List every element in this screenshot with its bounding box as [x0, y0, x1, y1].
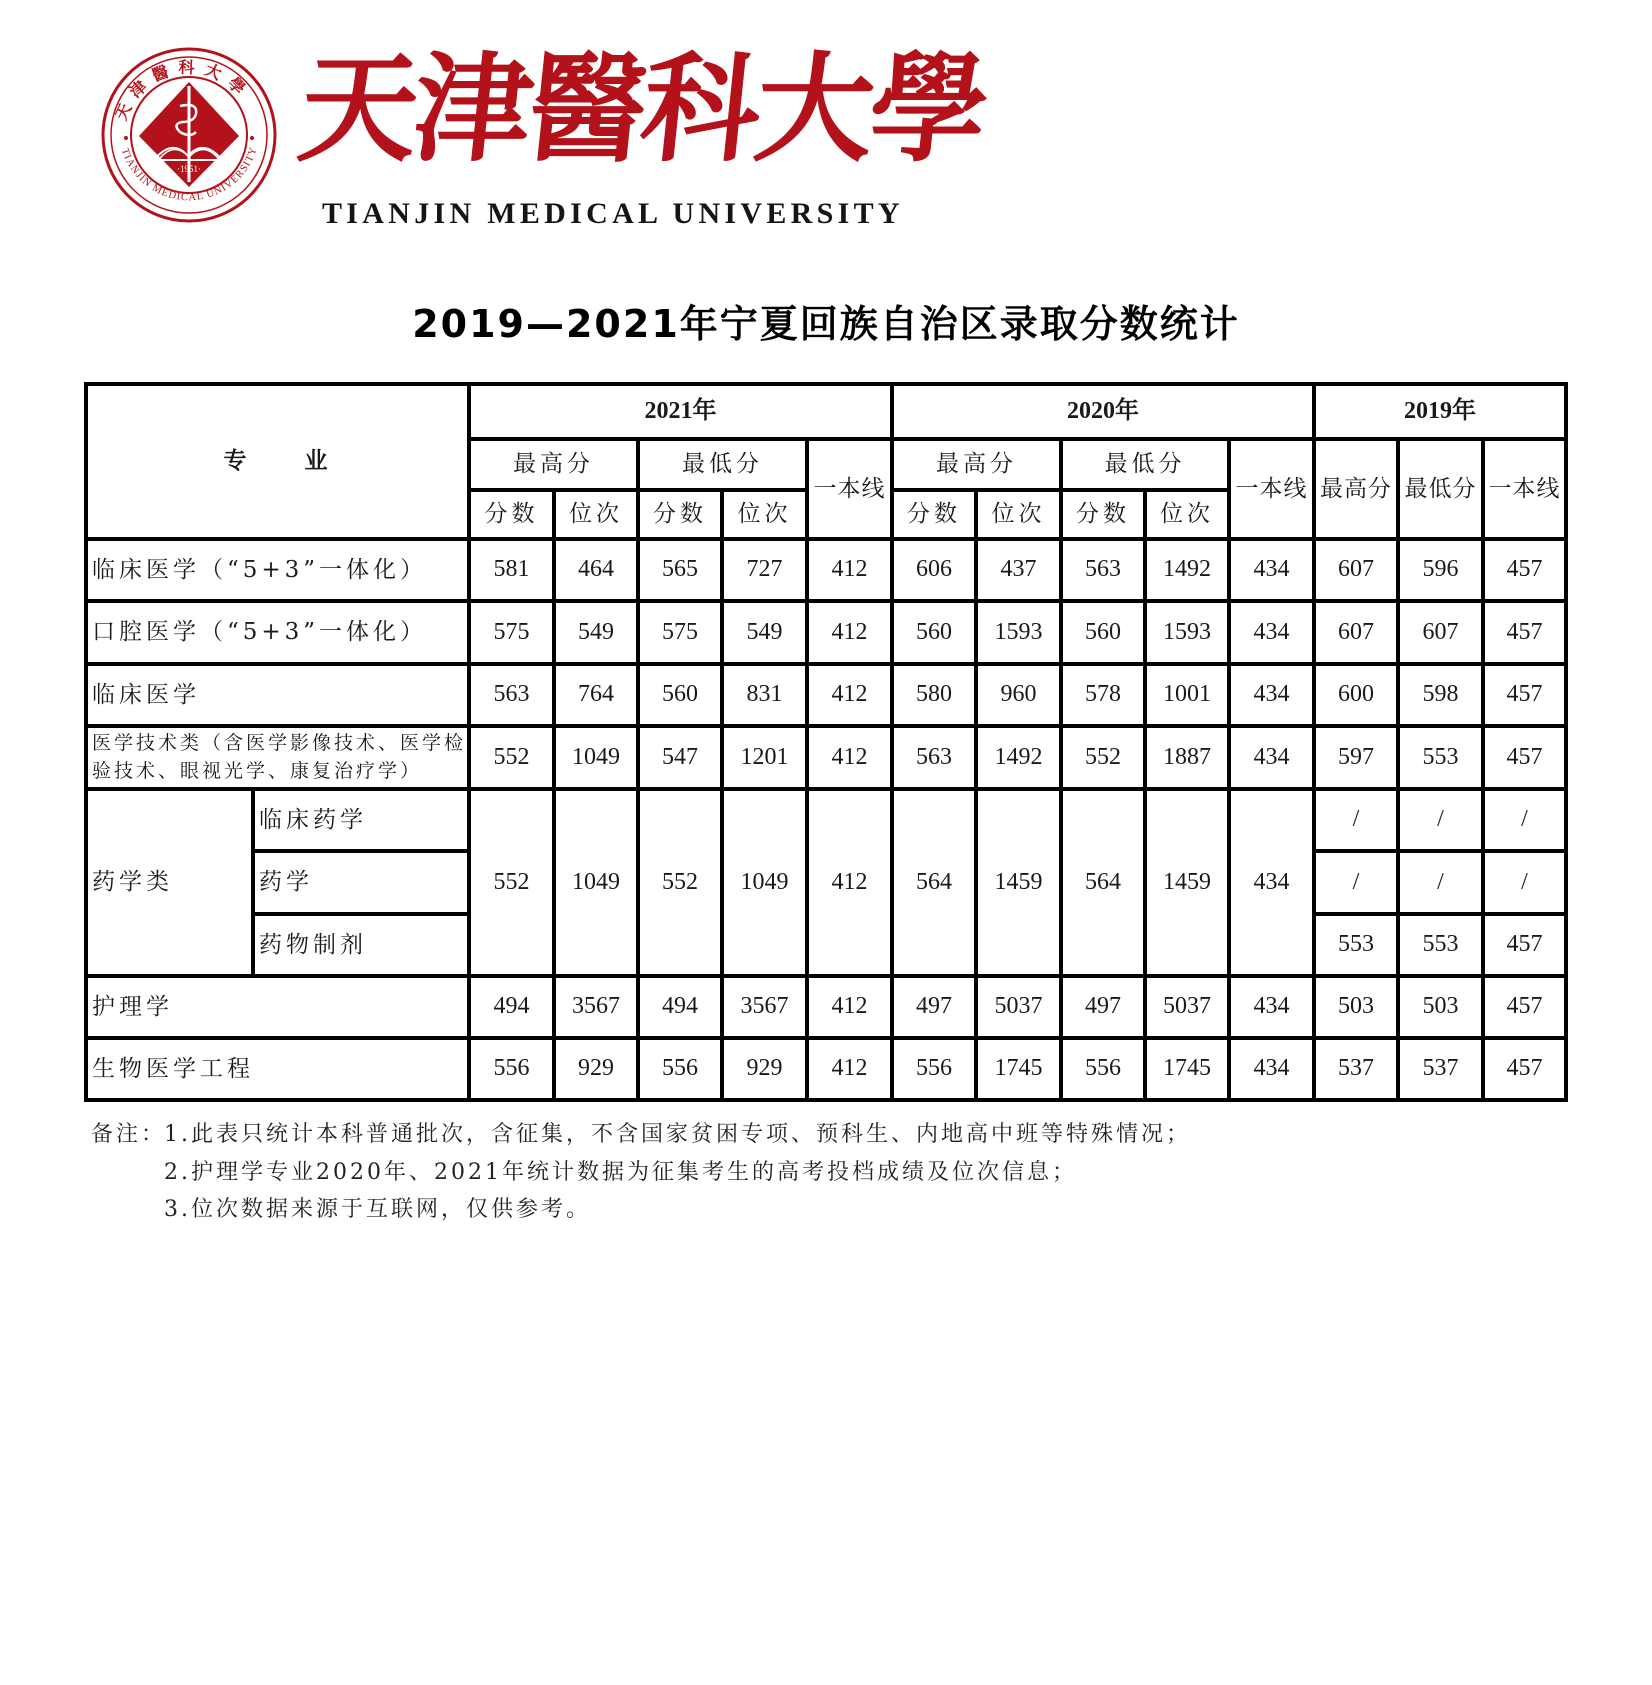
- cell-2021: 1049: [572, 743, 620, 770]
- header-2021-line: 一本线: [813, 475, 886, 502]
- cell-2021: 581: [493, 556, 530, 583]
- header-2021-max-rank: 位次: [569, 501, 623, 528]
- cell-2021: 1201: [740, 743, 789, 770]
- cell-2019: /: [1352, 868, 1360, 895]
- cell-2020: 564: [1085, 868, 1121, 895]
- row-major: 生物医学工程: [92, 1055, 254, 1082]
- cell-2020: 580: [916, 681, 952, 708]
- cell-2020: 434: [1253, 618, 1290, 645]
- cell-2019: 607: [1338, 618, 1374, 645]
- cell-2021: 494: [493, 993, 530, 1020]
- header-2019-line: 一本线: [1488, 475, 1561, 502]
- cell-2019: 537: [1338, 1055, 1374, 1082]
- table-border: [720, 488, 724, 1102]
- row-major: 口腔医学（“5+3”一体化）: [92, 619, 428, 646]
- cell-2019: 607: [1422, 618, 1459, 645]
- header-2020-max: 最高分: [936, 451, 1017, 478]
- row-sub-major: 药学: [259, 869, 313, 896]
- cell-2020: 556: [916, 1055, 952, 1082]
- table-border: [84, 662, 1568, 666]
- cell-2019: /: [1437, 806, 1444, 833]
- cell-2020: 5037: [994, 993, 1043, 1020]
- cell-2019: 553: [1338, 931, 1374, 958]
- university-name-cn: 天津醫科大學: [292, 39, 992, 178]
- row-major: 临床医学（“5+3”一体化）: [92, 556, 428, 583]
- table-border: [84, 537, 1568, 541]
- cell-2019: 503: [1422, 993, 1459, 1020]
- cell-2020: 434: [1253, 681, 1290, 708]
- cell-2020: 960: [1000, 681, 1037, 708]
- cell-2020: 5037: [1163, 993, 1211, 1020]
- cell-2019: 607: [1338, 556, 1374, 583]
- cell-2021: 3567: [740, 993, 789, 1020]
- cell-2020: 564: [916, 868, 952, 895]
- row-sub-major: 药物制剂: [259, 931, 367, 958]
- cell-2021: 547: [662, 743, 698, 770]
- header-2020-line: 一本线: [1235, 475, 1308, 502]
- cell-2019: /: [1521, 806, 1528, 833]
- table-border: [251, 912, 471, 916]
- cell-2019: 553: [1422, 743, 1459, 770]
- note-item-2: 2.护理学专业2020年、2021年统计数据为征集考生的高考投档成绩及位次信息；: [164, 1160, 1077, 1185]
- svg-text:TIANJIN MEDICAL UNIVERSITY: TIANJIN MEDICAL UNIVERSITY: [118, 145, 260, 204]
- cell-2021: 412: [831, 868, 868, 895]
- header-2021-min-score: 分数: [653, 501, 707, 528]
- cell-2020: 1001: [1163, 681, 1211, 708]
- cell-2021: 575: [662, 618, 698, 645]
- table-border: [1564, 382, 1568, 1102]
- cell-2021: 3567: [572, 993, 620, 1020]
- header-2019-min: 最低分: [1404, 475, 1477, 502]
- cell-2019: 457: [1506, 993, 1543, 1020]
- table-border: [1481, 437, 1485, 1102]
- cell-2019: 600: [1338, 681, 1374, 708]
- table-border: [1059, 437, 1063, 1102]
- table-border: [84, 787, 1568, 791]
- note-item-3: 3.位次数据来源于互联网，仅供参考。: [164, 1197, 591, 1222]
- cell-2021: 552: [493, 868, 530, 895]
- cell-2019: 457: [1506, 931, 1543, 958]
- header-2021-min: 最低分: [682, 451, 763, 478]
- table-border: [467, 382, 471, 1102]
- cell-2021: 412: [831, 556, 868, 583]
- table-border: [1396, 437, 1400, 1102]
- cell-2021: 412: [831, 993, 868, 1020]
- cell-2019: 457: [1506, 556, 1543, 583]
- cell-2020: 1745: [994, 1055, 1043, 1082]
- header-2019-max: 最高分: [1320, 475, 1392, 502]
- cell-2021: 727: [746, 556, 783, 583]
- cell-2020: 434: [1253, 743, 1290, 770]
- header-year-2021: 2021年: [644, 397, 717, 424]
- cell-2019: 457: [1506, 618, 1543, 645]
- table-border: [805, 437, 809, 1102]
- cell-2019: 553: [1422, 931, 1459, 958]
- row-sub-major: 临床药学: [259, 806, 367, 833]
- cell-2020: 1593: [994, 618, 1043, 645]
- table-border: [84, 382, 1568, 386]
- notes-label: 备注：: [91, 1122, 167, 1147]
- cell-2020: 1745: [1163, 1055, 1211, 1082]
- header-2020-min-score: 分数: [1076, 501, 1130, 528]
- cell-2021: 464: [578, 556, 614, 583]
- cell-2021: 549: [746, 618, 783, 645]
- cell-2019: 457: [1506, 743, 1543, 770]
- cell-2021: 575: [493, 618, 530, 645]
- cell-2020: 497: [1085, 993, 1121, 1020]
- table-border: [84, 974, 1568, 978]
- cell-2020: 437: [1000, 556, 1037, 583]
- cell-2021: 831: [746, 681, 783, 708]
- cell-2019: 596: [1422, 556, 1459, 583]
- note-item-1: 1.此表只统计本科普通批次，含征集，不含国家贫困专项、预科生、内地高中班等特殊情况；: [164, 1122, 1191, 1147]
- cell-2021: 764: [578, 681, 614, 708]
- table-border: [84, 382, 88, 1102]
- row-major: 临床医学: [92, 681, 200, 708]
- row-major: 护理学: [92, 993, 173, 1020]
- table-border: [636, 437, 640, 1102]
- cell-2019: 598: [1422, 681, 1459, 708]
- header-2021-min-rank: 位次: [737, 501, 792, 528]
- header-2020-max-score: 分数: [907, 501, 961, 528]
- cell-2020: 434: [1253, 556, 1290, 583]
- cell-2020: 563: [916, 743, 952, 770]
- cell-2019: /: [1521, 868, 1528, 895]
- cell-2020: 434: [1253, 993, 1290, 1020]
- table-border: [1312, 849, 1568, 853]
- cell-2020: 560: [916, 618, 952, 645]
- cell-2020: 606: [916, 556, 952, 583]
- cell-2020: 434: [1253, 868, 1290, 895]
- table-border: [467, 437, 1568, 441]
- cell-2021: 552: [662, 868, 698, 895]
- table-border: [84, 724, 1568, 728]
- cell-2021: 412: [831, 1055, 868, 1082]
- university-name-en: TIANJIN MEDICAL UNIVERSITY: [322, 197, 904, 230]
- cell-2020: 578: [1085, 681, 1121, 708]
- table-border: [251, 787, 255, 978]
- table-border: [1312, 912, 1568, 916]
- cell-2021: 412: [831, 618, 868, 645]
- cell-2021: 412: [831, 681, 868, 708]
- cell-2021: 929: [578, 1055, 614, 1082]
- table-border: [552, 488, 556, 1102]
- cell-2020: 560: [1085, 618, 1121, 645]
- row-major-line: 验技术、眼视光学、康复治疗学）: [92, 759, 423, 782]
- header-2021-max-score: 分数: [484, 501, 539, 528]
- row-major: [86, 726, 469, 789]
- row-major-line: 医学技术类（含医学影像技术、医学检: [92, 731, 467, 754]
- cell-2021: 565: [662, 556, 698, 583]
- table-border: [84, 1098, 1568, 1102]
- table-border: [1312, 382, 1316, 1102]
- cell-2020: 552: [1085, 743, 1121, 770]
- cell-2021: 929: [746, 1055, 783, 1082]
- cell-2020: 497: [916, 993, 952, 1020]
- table-border: [251, 849, 471, 853]
- admission-score-table: [86, 384, 1566, 1100]
- cell-2021: 560: [662, 681, 698, 708]
- cell-2020: 1492: [994, 743, 1043, 770]
- cell-2020: 1459: [1163, 868, 1211, 895]
- cell-2020: 1492: [1163, 556, 1211, 583]
- table-border: [1227, 437, 1231, 1102]
- svg-text:·1951·: ·1951·: [177, 164, 201, 174]
- cell-2020: 556: [1085, 1055, 1121, 1082]
- header-2020-max-rank: 位次: [991, 501, 1046, 528]
- header-2021-max: 最高分: [513, 451, 594, 478]
- header-year-2020: 2020年: [1067, 397, 1139, 424]
- cell-2021: 552: [493, 743, 530, 770]
- header-2020-min: 最低分: [1104, 451, 1186, 478]
- table-border: [890, 382, 894, 1102]
- table-border: [84, 1036, 1568, 1040]
- cell-2020: 434: [1253, 1055, 1290, 1082]
- header-year-2019: 2019年: [1404, 397, 1476, 424]
- svg-text:天津醫科大學: 天津醫科大學: [111, 57, 256, 124]
- table-border: [1143, 488, 1147, 1102]
- cell-2021: 556: [662, 1055, 698, 1082]
- cell-2021: 494: [662, 993, 698, 1020]
- cell-2019: 457: [1506, 1055, 1543, 1082]
- cell-2020: 1887: [1163, 743, 1211, 770]
- table-border: [84, 599, 1568, 603]
- header-2020-min-rank: 位次: [1160, 501, 1214, 528]
- cell-2019: 503: [1338, 993, 1374, 1020]
- cell-2021: 412: [831, 743, 868, 770]
- university-seal-icon: [100, 46, 278, 224]
- cell-2021: 563: [493, 681, 530, 708]
- cell-2019: /: [1437, 868, 1444, 895]
- cell-2021: 1049: [572, 868, 620, 895]
- cell-2020: 1593: [1163, 618, 1211, 645]
- cell-2021: 556: [493, 1055, 530, 1082]
- cell-2021: 549: [578, 618, 614, 645]
- cell-2019: 597: [1338, 743, 1374, 770]
- row-group-major: 药学类: [92, 869, 173, 896]
- cell-2019: /: [1352, 806, 1360, 833]
- header-major: 专 业: [223, 447, 332, 475]
- cell-2020: 1459: [994, 868, 1043, 895]
- table-border: [974, 488, 978, 1102]
- cell-2019: 537: [1422, 1055, 1459, 1082]
- page-title: 2019—2021年宁夏回族自治区录取分数统计: [412, 302, 1240, 346]
- cell-2021: 1049: [740, 868, 789, 895]
- cell-2020: 563: [1085, 556, 1121, 583]
- cell-2019: 457: [1506, 681, 1543, 708]
